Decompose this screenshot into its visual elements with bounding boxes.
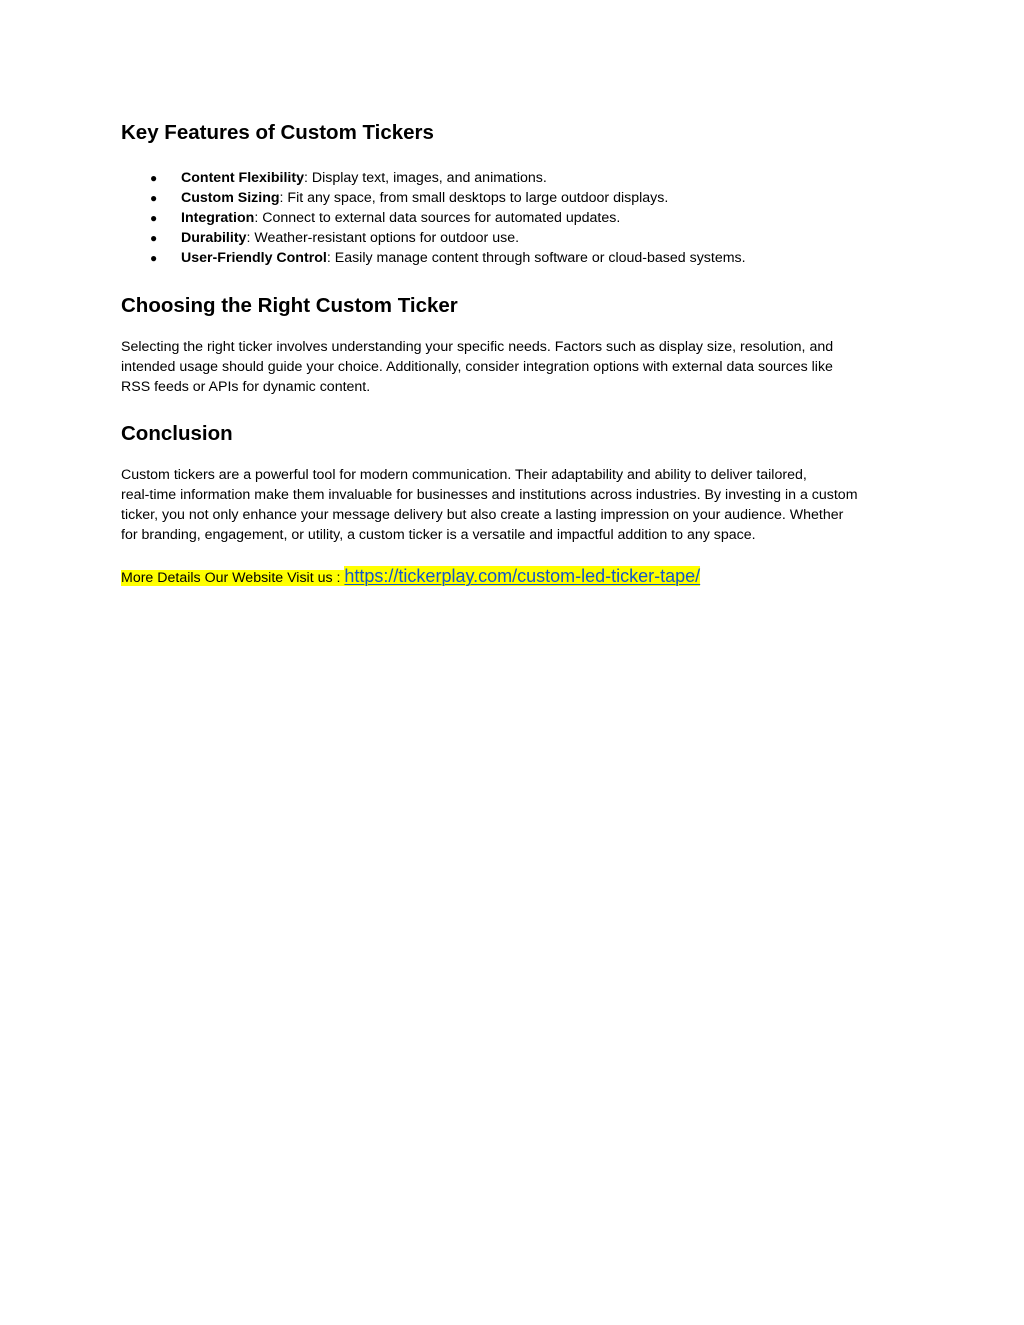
visit-label: More Details Our Website Visit us : bbox=[121, 570, 345, 586]
feature-description: : Weather-resistant options for outdoor use. bbox=[246, 230, 520, 246]
document-body bbox=[121, 116, 911, 589]
features-list bbox=[121, 168, 911, 268]
website-visit-line bbox=[121, 565, 911, 589]
bullet-icon: ● bbox=[150, 171, 158, 185]
feature-term: Integration bbox=[181, 210, 255, 226]
choosing-paragraph: Selecting the right ticker involves understanding your specific needs. Factors such as display size, resolution, and intended usage should guide your choice. Additionally, consider integration options with external data sources like RSS feeds or APIs for dynamic content. bbox=[121, 339, 834, 395]
section-title-conclusion: Conclusion bbox=[121, 422, 233, 445]
list-item bbox=[121, 248, 911, 268]
feature-description: : Display text, images, and animations. bbox=[303, 170, 547, 186]
feature-description: : Easily manage content through software or cloud-based systems. bbox=[326, 250, 746, 266]
section-title-choosing-ticker: Choosing the Right Custom Ticker bbox=[121, 294, 458, 317]
bullet-icon: ● bbox=[150, 191, 158, 205]
bullet-icon: ● bbox=[150, 251, 158, 265]
feature-term: Custom Sizing bbox=[181, 190, 280, 206]
list-item bbox=[121, 188, 911, 208]
feature-description: : Connect to external data sources for automated updates. bbox=[254, 210, 621, 226]
feature-term: User-Friendly Control bbox=[181, 250, 327, 266]
bullet-icon: ● bbox=[150, 231, 158, 245]
bullet-icon: ● bbox=[150, 211, 158, 225]
list-item bbox=[121, 228, 911, 248]
list-item bbox=[121, 168, 911, 188]
website-link[interactable]: https://tickerplay.com/custom-led-ticker-tape/ bbox=[344, 566, 701, 586]
list-item bbox=[121, 208, 911, 228]
feature-term: Durability bbox=[181, 230, 247, 246]
conclusion-paragraph: Custom tickers are a powerful tool for modern communication. Their adaptability and ability to deliver tailored, real-time information make them invaluable for businesses and institutions across industries. By investing in a custom ticker, you not only enhance your message delivery but also create a lasting impression on your audience. Whether for branding, engagement, or utility, a custom ticker is a versatile and impactful addition to any space. bbox=[121, 467, 858, 543]
feature-term: Content Flexibility bbox=[181, 170, 304, 186]
section-title-key-features: Key Features of Custom Tickers bbox=[121, 121, 434, 144]
feature-description: : Fit any space, from small desktops to large outdoor displays. bbox=[279, 190, 669, 206]
